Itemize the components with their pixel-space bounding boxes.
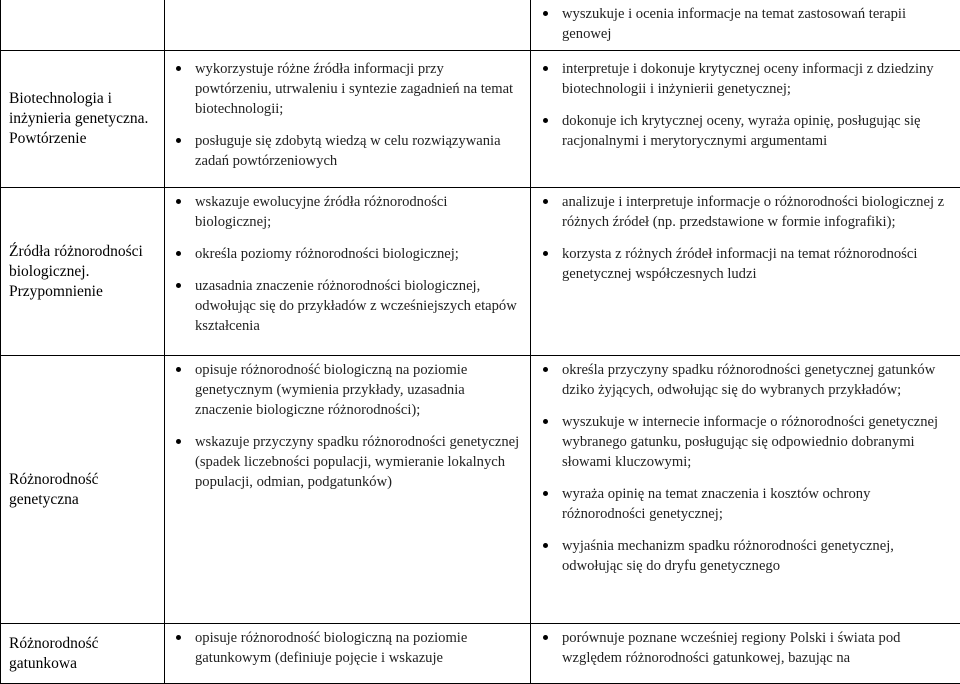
list-item: analizuje i interpretuje informacje o różnorodności biologicznej z różnych źródeł (np. przedstawione w formie infografiki); xyxy=(542,192,950,232)
list-item: wskazuje ewolucyjne źródła różnorodności biologicznej; xyxy=(175,192,522,232)
list-item: wyszukuje w internecie informacje o różnorodności genetycznej wybranego gatunku, posługując się odpowiednio dobranymi słowami kluczowymi; xyxy=(542,412,950,472)
requirements-basic-cell xyxy=(165,188,531,356)
requirements-extended-cell xyxy=(531,0,960,51)
requirements-extended-cell xyxy=(531,51,960,188)
requirements-extended-cell xyxy=(531,624,960,684)
requirements-basic-cell xyxy=(165,356,531,624)
list-item: wyjaśnia mechanizm spadku różnorodności genetycznej, odwołując się do dryfu genetycznego xyxy=(542,536,950,576)
topic-cell: Różnorodność gatunkowa xyxy=(1,624,165,684)
list-item: wykorzystuje różne źródła informacji przy powtórzeniu, utrwaleniu i syntezie zagadnień na temat biotechnologii; xyxy=(175,59,522,119)
requirements-basic-cell xyxy=(165,51,531,188)
list-item: określa przyczyny spadku różnorodności genetycznej gatunków dziko żyjących, odwołując się do wybranych przykładów; xyxy=(542,360,950,400)
list-item: uzasadnia znaczenie różnorodności biologicznej, odwołując się do przykładów z wcześniejszych etapów kształcenia xyxy=(175,276,522,336)
list-item: korzysta z różnych źródeł informacji na temat różnorodności genetycznej współczesnych ludzi xyxy=(542,244,950,284)
requirements-extended-cell xyxy=(531,356,960,624)
table-row xyxy=(1,51,960,188)
list-item: interpretuje i dokonuje krytycznej oceny informacji z dziedziny biotechnologii i inżynierii genetycznej; xyxy=(542,59,950,99)
requirements-basic-cell xyxy=(165,0,531,51)
table-row xyxy=(1,0,960,51)
list-item: dokonuje ich krytycznej oceny, wyraża opinię, posługując się racjonalnymi i merytorycznymi argumentami xyxy=(542,111,950,151)
list-item: wyszukuje i ocenia informacje na temat zastosowań terapii genowej xyxy=(542,4,950,44)
table-row xyxy=(1,624,960,684)
list-item: posługuje się zdobytą wiedzą w celu rozwiązywania zadań powtórzeniowych xyxy=(175,131,522,171)
topic-cell: Różnorodność genetyczna xyxy=(1,356,165,624)
list-item: opisuje różnorodność biologiczną na poziomie gatunkowym (definiuje pojęcie i wskazuje xyxy=(175,628,522,668)
list-item: określa poziomy różnorodności biologicznej; xyxy=(175,244,522,264)
topic-cell: Biotechnologia i inżynieria genetyczna. Powtórzenie xyxy=(1,51,165,188)
list-item: wskazuje przyczyny spadku różnorodności genetycznej (spadek liczebności populacji, wymieranie lokalnych populacji, odmian, podgatunków) xyxy=(175,432,522,492)
topic-cell xyxy=(1,0,165,51)
list-item: opisuje różnorodność biologiczną na poziomie genetycznym (wymienia przykłady, uzasadnia znaczenie biologiczne różnorodności); xyxy=(175,360,522,420)
table-row xyxy=(1,356,960,624)
list-item: porównuje poznane wcześniej regiony Polski i świata pod względem różnorodności gatunkowej, bazując na xyxy=(542,628,950,668)
list-item: wyraża opinię na temat znaczenia i kosztów ochrony różnorodności genetycznej; xyxy=(542,484,950,524)
requirements-basic-cell xyxy=(165,624,531,684)
requirements-extended-cell xyxy=(531,188,960,356)
topic-cell: Źródła różnorodności biologicznej. Przypomnienie xyxy=(1,188,165,356)
table-row xyxy=(1,188,960,356)
